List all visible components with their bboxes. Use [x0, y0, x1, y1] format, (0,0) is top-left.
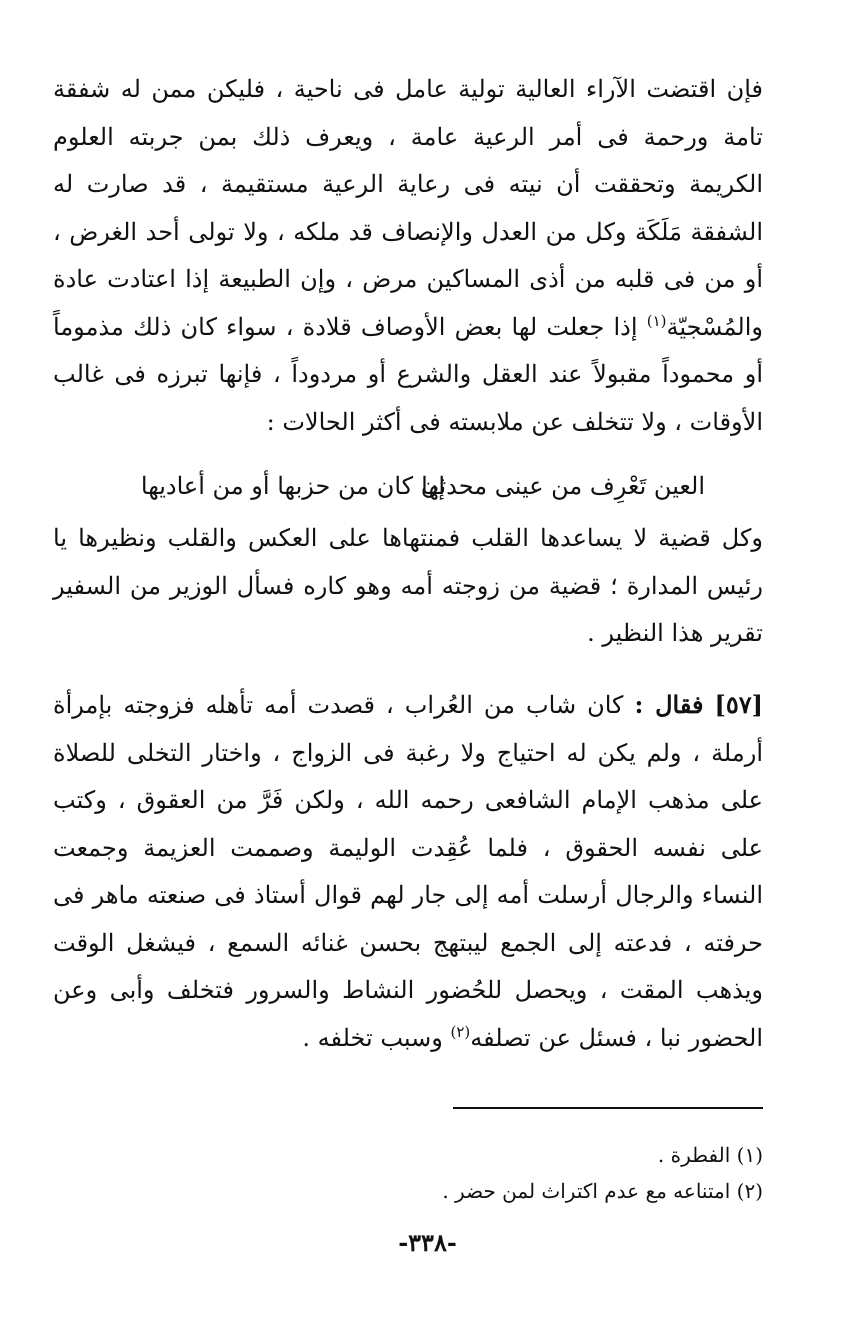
page-number: -٣٣٨- — [398, 1228, 457, 1257]
footnote-marker-1[interactable]: (١) — [646, 311, 667, 330]
paragraph-1-text-continued: إذا جعلت لها بعض الأوصاف قلادة ، سواء كان ذلك مذموماً أو محموداً مقبولاً عند العقل والشرع أو مردوداً ، فإنها تبرزه فى غالب الأوقات ، ولا تتخلف عن ملابسته فى أكثر الحالات : — [53, 312, 763, 436]
footnote-1: (١) الفطرة . — [657, 1143, 763, 1167]
footnote-2: (٢) امتناعه مع عدم اكتراث لمن حضر . — [442, 1179, 763, 1203]
paragraph-3-text-continued: وسبب تخلفه . — [302, 1023, 451, 1052]
paragraph-1 — [53, 66, 763, 446]
paragraph-2-text: وكل قضية لا يساعدها القلب فمنتهاها على العكس والقلب ونظيرها يا رئيس المدارة ؛ قضية من زوجته أمه وهو كاره فسأل الوزير من السفير تقرير هذا النظير . — [53, 524, 763, 647]
paragraph-1-text: فإن اقتضت الآراء العالية تولية عامل فى ناحية ، فليكن ممن له شفقة تامة ورحمة فى أمر الرعية عامة ، ويعرف ذلك بمن جربته العلوم الكريمة وتحققت أن نيته فى رعاية الرعية مستقيمة ، قد صارت له الشفقة مَلَكَة وكل من العدل والإنصاف قد ملكه ، ولا تولى أحد الغرض ، أو من فى قلبه من أذى المساكين مرض ، وإن الطبيعة إذا اعتادت عادة والمُسْجيّة — [53, 75, 763, 341]
paragraph-3-text: كان شاب من العُراب ، قصدت أمه تأهله فزوجته بإمرأة أرملة ، ولم يكن له احتياج ولا رغبة فى الزواج ، واختار التخلى للصلاة على مذهب الإمام الشافعى رحمه الله ، ولكن فَرَّ من العقوق ، وكتب على نفسه الحقوق ، فلما عُقِدت الوليمة وصممت العزيمة وجمعت النساء والرجال أرسلت أمه إلى جار لهم قوال أستاذ فى صنعته ماهر فى حرفته ، فدعته إلى الجمع ليبتهج بحسن غنائه السمع ، فيشغل الوقت ويذهب المقت ، ويحصل للحُضور النشاط والسرور فتخلف وأبى وعن الحضور نبا ، فسئل عن تصلفه — [53, 691, 763, 1052]
footnote-separator-rule — [453, 1107, 763, 1109]
footnotes-section — [53, 1137, 763, 1209]
verse-second-hemistich: إن كان من حزبها أو من أعاديها — [140, 472, 445, 500]
paragraph-2 — [53, 515, 763, 658]
paragraph-3 — [53, 681, 763, 1062]
paragraph-3-lead-word: فقال : — [634, 690, 704, 719]
poetry-verse — [53, 462, 763, 510]
footnote-marker-2[interactable]: (٢) — [450, 1022, 471, 1041]
section-reference-number: [٥٧] — [714, 690, 763, 719]
verse-first-hemistich: العين تَعْرِف من عينى محدثها — [421, 472, 705, 500]
